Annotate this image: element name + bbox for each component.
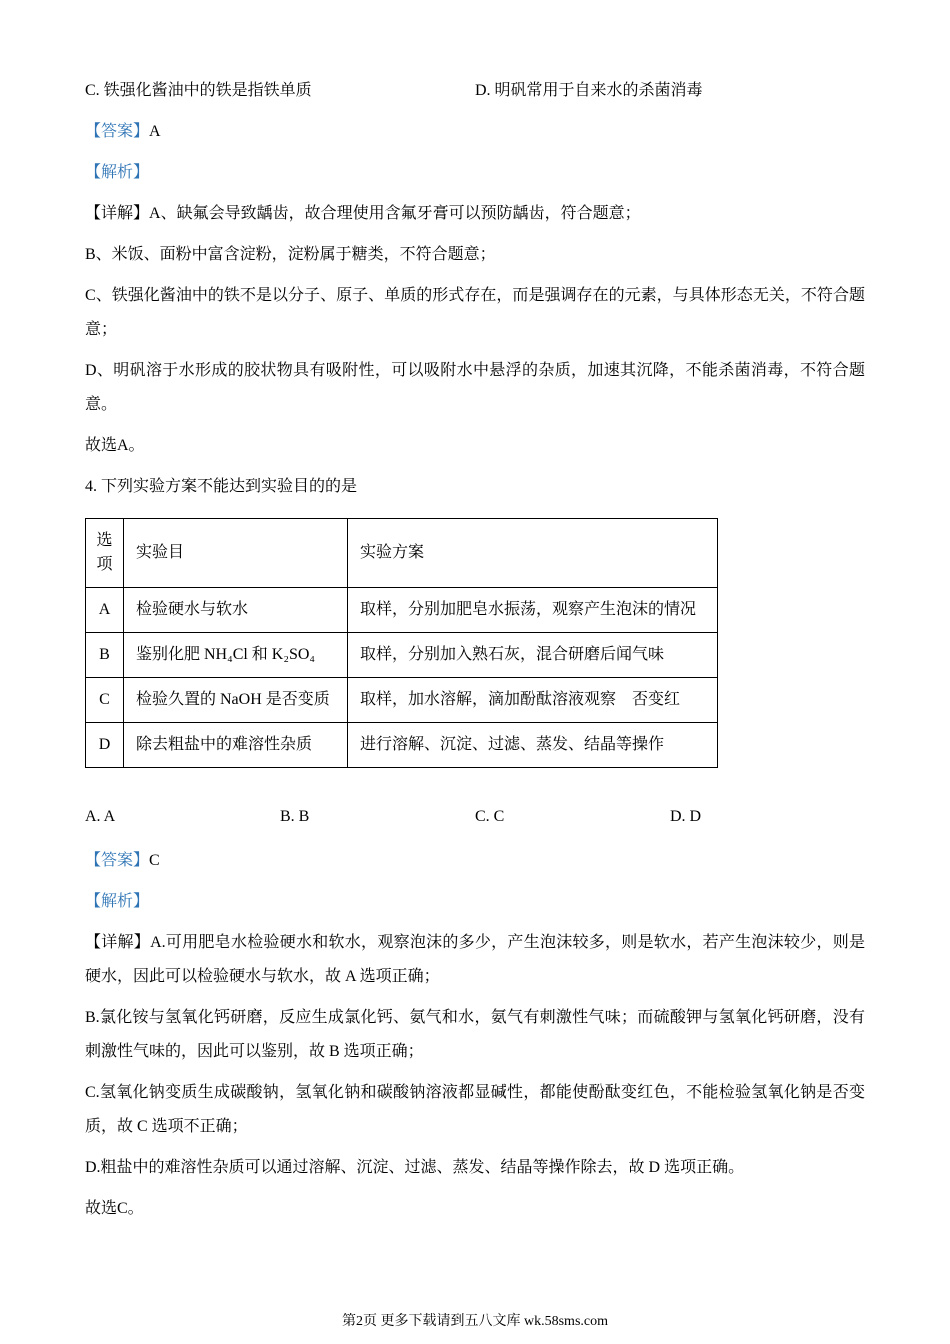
table-cell-goal: 鉴别化肥 NH₄Cl 和 K₂SO₄ xyxy=(124,633,348,678)
q3-answer-value: A xyxy=(149,123,161,140)
table-row xyxy=(86,588,718,633)
q4-detail-a-text: A.可用肥皂水检验硬水和软水，观察泡沫的多少，产生泡沫较多，则是软水，若产生泡沫较少，则是硬水，因此可以检验硬水与软水，故 A 选项正确； xyxy=(85,934,865,985)
table-cell-plan: 取样，分别加入熟石灰，混合研磨后闻气味 xyxy=(348,633,718,678)
q4-experiment-table xyxy=(85,518,718,768)
q4-choice-d: D. D xyxy=(670,808,702,825)
table-cell-goal: 检验久置的 NaOH 是否变质 xyxy=(124,678,348,723)
q4-choice-a: A. A xyxy=(85,808,116,825)
table-row xyxy=(86,678,718,723)
q4-detail-c: C.氢氧化钠变质生成碳酸钠，氢氧化钠和碳酸钠溶液都显碱性，都能使酚酞变红色，不能检验氢氧化钠是否变质，故 C 选项不正确； xyxy=(85,1084,865,1135)
page-footer: 第2页 更多下载请到五八文库 wk.58sms.com xyxy=(342,1314,608,1329)
q3-detail-label: 【详解】 xyxy=(85,205,150,222)
q3-detail-c: C、铁强化酱油中的铁不是以分子、原子、单质的形式存在，而是强调存在的元素，与具体形态无关，不符合题意； xyxy=(85,287,865,338)
table-cell-option: A xyxy=(86,588,124,633)
q4-answer-label: 【答案】 xyxy=(85,852,150,869)
q4-choice-c: C. C xyxy=(475,808,505,825)
table-cell-plan: 取样，加水溶解，滴加酚酞溶液观察 否变红 xyxy=(348,678,718,723)
q3-conclusion: 故选A。 xyxy=(85,437,145,454)
q4-stem: 4. 下列实验方案不能达到实验目的的是 xyxy=(85,478,358,495)
table-cell-goal: 检验硬水与软水 xyxy=(124,588,348,633)
q4-detail-d: D.粗盐中的难溶性杂质可以通过溶解、沉淀、过滤、蒸发、结晶等操作除去，故 D 选项正确。 xyxy=(85,1159,745,1176)
q3-analysis-label: 【解析】 xyxy=(85,164,150,181)
table-cell-option: C xyxy=(86,678,124,723)
q3-detail-d: D、明矾溶于水形成的胶状物具有吸附性，可以吸附水中悬浮的杂质，加速其沉降，不能杀菌消毒，不符合题意。 xyxy=(85,362,865,413)
table-cell-plan: 进行溶解、沉淀、过滤、蒸发、结晶等操作 xyxy=(348,723,718,768)
q3-option-c: C. 铁强化酱油中的铁是指铁单质 xyxy=(85,82,312,99)
q3-detail-a-text: A、缺氟会导致龋齿，故合理使用含氟牙膏可以预防龋齿，符合题意； xyxy=(149,205,641,222)
table-header-goal: 实验目 xyxy=(124,519,348,588)
q4-analysis-label: 【解析】 xyxy=(85,893,150,910)
q4-choice-b: B. B xyxy=(280,808,310,825)
q3-option-d: D. 明矾常用于自来水的杀菌消毒 xyxy=(475,82,703,99)
table-cell-option: D xyxy=(86,723,124,768)
q3-options-row xyxy=(85,74,865,108)
q4-conclusion: 故选C。 xyxy=(85,1200,144,1217)
table-row xyxy=(86,723,718,768)
q4-answer-value: C xyxy=(149,852,160,869)
q3-answer-line xyxy=(85,115,865,149)
table-row xyxy=(86,633,718,678)
q4-detail-a xyxy=(85,926,865,994)
q4-detail-label: 【详解】 xyxy=(85,934,151,951)
q4-choices-row xyxy=(85,800,865,834)
table-header-plan: 实验方案 xyxy=(348,519,718,588)
table-header-option: 选项 xyxy=(86,519,124,588)
table-header-row xyxy=(86,519,718,588)
q4-analysis-line xyxy=(85,885,865,919)
table-cell-option: B xyxy=(86,633,124,678)
table-cell-goal: 除去粗盐中的难溶性杂质 xyxy=(124,723,348,768)
q3-answer-label: 【答案】 xyxy=(85,123,150,140)
q4-answer-line xyxy=(85,844,865,878)
q3-detail-b: B、米饭、面粉中富含淀粉，淀粉属于糖类，不符合题意； xyxy=(85,246,496,263)
q4-detail-b: B.氯化铵与氢氧化钙研磨，反应生成氯化钙、氨气和水，氨气有刺激性气味；而硫酸钾与氢氧化钙研磨，没有刺激性气味的，因此可以鉴别，故 B 选项正确； xyxy=(85,1009,865,1060)
table-cell-plan: 取样，分别加肥皂水振荡，观察产生泡沫的情况 xyxy=(348,588,718,633)
q3-detail-a xyxy=(85,197,865,231)
q3-analysis-line xyxy=(85,156,865,190)
